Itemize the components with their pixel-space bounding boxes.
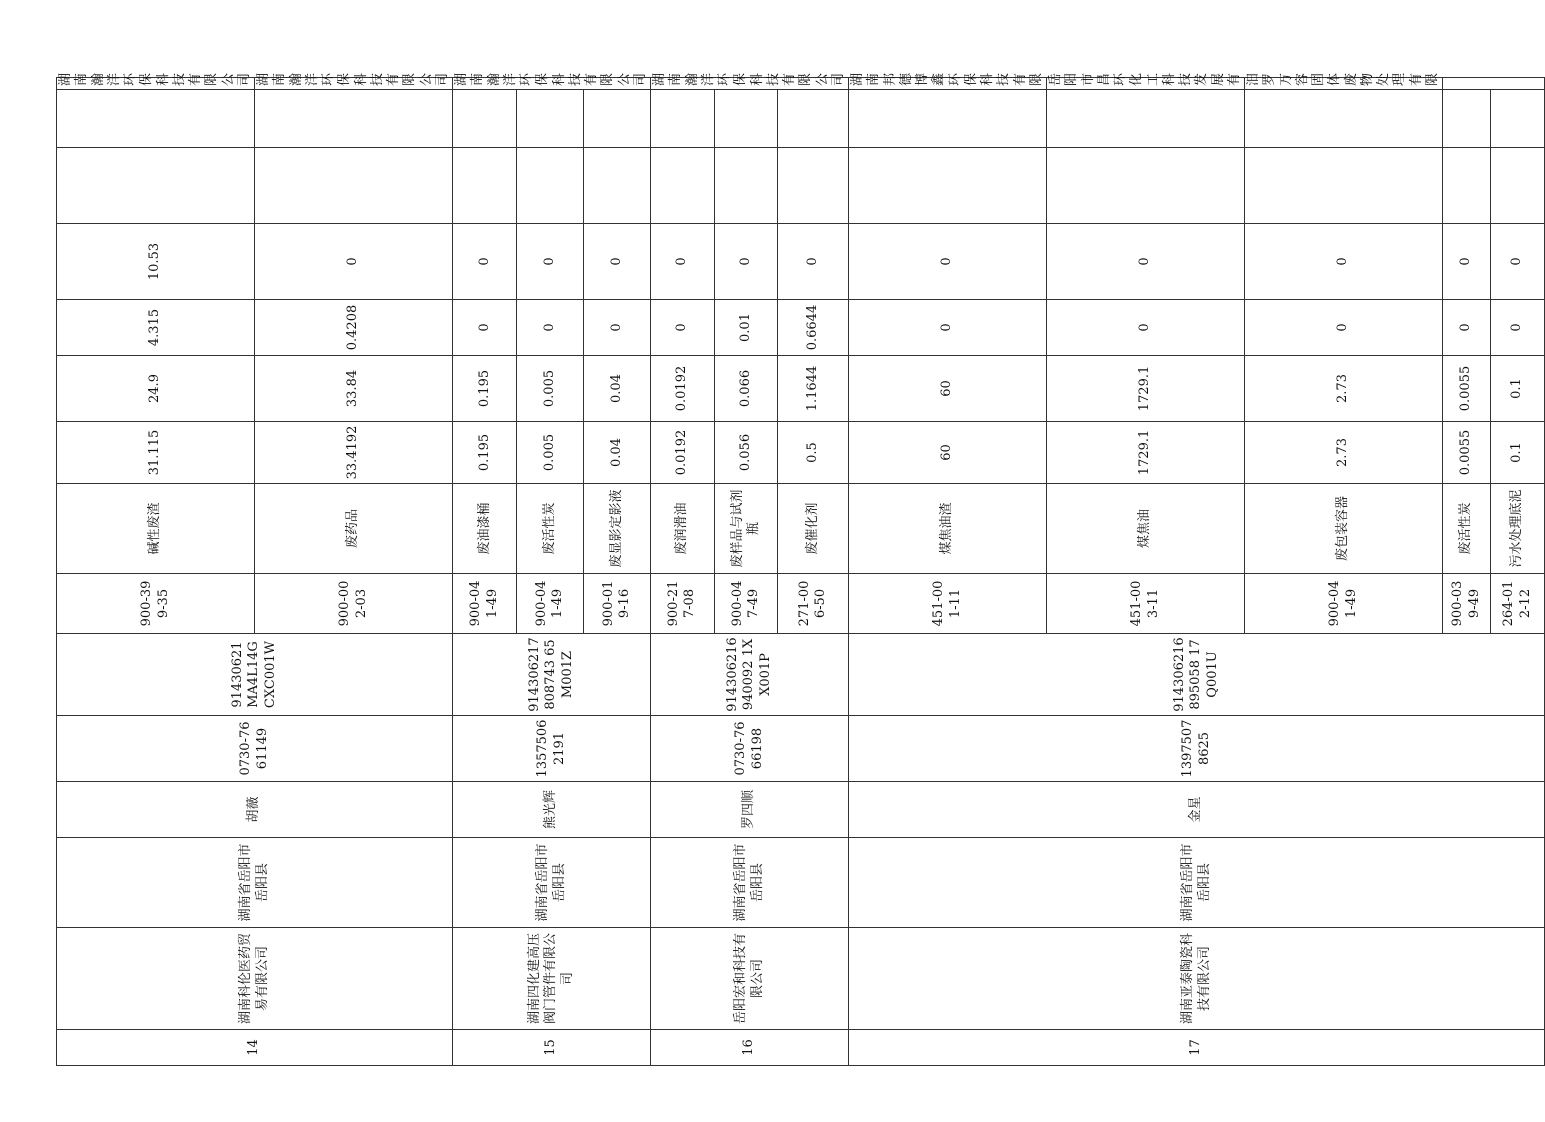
empty-cell bbox=[778, 90, 849, 148]
contact-person: 罗四顺 bbox=[651, 782, 849, 838]
stored-amount: 0 bbox=[1491, 300, 1545, 356]
waste-name: 废包装容器 bbox=[1245, 484, 1443, 574]
waste-code: 271-006-50 bbox=[778, 574, 849, 634]
empty-cell bbox=[714, 148, 778, 224]
receiver-company: 岳阳市昌环化工科技发展有 bbox=[1047, 78, 1245, 90]
credit-code: 91430621MA4L14GCXC001W bbox=[57, 634, 453, 716]
company-address: 湖南省岳阳市岳阳县 bbox=[57, 838, 453, 928]
produced-amount: 0.0192 bbox=[651, 422, 715, 484]
previous-amount: 0 bbox=[584, 224, 651, 300]
waste-code: 900-039-49 bbox=[1443, 574, 1491, 634]
empty-cell bbox=[1245, 148, 1443, 224]
hazardous-waste-table bbox=[56, 72, 1545, 1066]
produced-amount: 1729.1 bbox=[1047, 422, 1245, 484]
credit-code: 914306216940092 1XX001P bbox=[651, 634, 849, 716]
waste-code: 451-001-11 bbox=[849, 574, 1047, 634]
transferred-amount: 0.195 bbox=[453, 356, 517, 422]
row-number: 17 bbox=[849, 1030, 1545, 1066]
produced-amount: 0.195 bbox=[453, 422, 517, 484]
empty-cell bbox=[651, 90, 715, 148]
waste-code: 900-041-49 bbox=[1245, 574, 1443, 634]
receiver-company: 湖南瀚洋环保科技有限公司 bbox=[453, 78, 651, 90]
phone-number: 0730-7661149 bbox=[57, 716, 453, 782]
company-address: 湖南省岳阳市岳阳县 bbox=[849, 838, 1545, 928]
waste-name: 废活性炭 bbox=[1443, 484, 1491, 574]
empty-cell bbox=[1491, 148, 1545, 224]
waste-name: 煤焦油 bbox=[1047, 484, 1245, 574]
transferred-amount: 60 bbox=[849, 356, 1047, 422]
empty-cell bbox=[1245, 90, 1443, 148]
company-name: 岳阳宏和科技有限公司 bbox=[651, 928, 849, 1030]
transferred-amount: 0.005 bbox=[517, 356, 584, 422]
contact-person: 胡薇 bbox=[57, 782, 453, 838]
company-address: 湖南省岳阳市岳阳县 bbox=[651, 838, 849, 928]
empty-cell bbox=[584, 148, 651, 224]
produced-amount: 0.04 bbox=[584, 422, 651, 484]
receiver-company: 湖南瀚洋环保科技有限公司 bbox=[651, 78, 849, 90]
empty-cell bbox=[453, 148, 517, 224]
produced-amount: 0.0055 bbox=[1443, 422, 1491, 484]
waste-code: 900-047-49 bbox=[714, 574, 778, 634]
produced-amount: 33.4192 bbox=[255, 422, 453, 484]
stored-amount: 0.01 bbox=[714, 300, 778, 356]
produced-amount: 31.115 bbox=[57, 422, 255, 484]
table-row bbox=[651, 78, 715, 1066]
empty-cell bbox=[651, 148, 715, 224]
waste-name: 废显影定影液 bbox=[584, 484, 651, 574]
produced-amount: 0.5 bbox=[778, 422, 849, 484]
empty-cell bbox=[584, 90, 651, 148]
row-number: 14 bbox=[57, 1030, 453, 1066]
previous-amount: 0 bbox=[1245, 224, 1443, 300]
stored-amount: 0 bbox=[584, 300, 651, 356]
stored-amount: 0 bbox=[1245, 300, 1443, 356]
stored-amount: 0 bbox=[517, 300, 584, 356]
stored-amount: 0 bbox=[651, 300, 715, 356]
empty-cell bbox=[849, 148, 1047, 224]
produced-amount: 0.005 bbox=[517, 422, 584, 484]
table-row bbox=[57, 78, 255, 1066]
stored-amount: 0 bbox=[1047, 300, 1245, 356]
waste-code: 900-019-16 bbox=[584, 574, 651, 634]
transferred-amount: 1729.1 bbox=[1047, 356, 1245, 422]
transferred-amount: 0.04 bbox=[584, 356, 651, 422]
produced-amount: 2.73 bbox=[1245, 422, 1443, 484]
previous-amount: 0 bbox=[714, 224, 778, 300]
transferred-amount: 33.84 bbox=[255, 356, 453, 422]
rotated-table-wrapper bbox=[56, 72, 1533, 1066]
waste-name: 废催化剂 bbox=[778, 484, 849, 574]
empty-cell bbox=[714, 90, 778, 148]
empty-cell bbox=[255, 90, 453, 148]
transferred-amount: 0.0192 bbox=[651, 356, 715, 422]
previous-amount: 0 bbox=[651, 224, 715, 300]
contact-person: 熊光辉 bbox=[453, 782, 651, 838]
credit-code: 914306216895058 17Q001U bbox=[849, 634, 1545, 716]
waste-name: 煤焦油渣 bbox=[849, 484, 1047, 574]
empty-cell bbox=[57, 148, 255, 224]
receiver-company: 湖南瀚洋环保科技有限公司 bbox=[57, 78, 255, 90]
produced-amount: 0.1 bbox=[1491, 422, 1545, 484]
empty-cell bbox=[778, 148, 849, 224]
waste-code: 451-003-11 bbox=[1047, 574, 1245, 634]
empty-cell bbox=[57, 90, 255, 148]
produced-amount: 60 bbox=[849, 422, 1047, 484]
empty-cell bbox=[1443, 148, 1491, 224]
stored-amount: 4.315 bbox=[57, 300, 255, 356]
transferred-amount: 2.73 bbox=[1245, 356, 1443, 422]
waste-name: 废活性炭 bbox=[517, 484, 584, 574]
phone-number: 13975078625 bbox=[849, 716, 1545, 782]
stored-amount: 0 bbox=[849, 300, 1047, 356]
waste-code: 900-002-03 bbox=[255, 574, 453, 634]
empty-cell bbox=[1491, 90, 1545, 148]
receiver-company: 汨罗万容固体废物处理有限 bbox=[1245, 78, 1443, 90]
transferred-amount: 0.0055 bbox=[1443, 356, 1491, 422]
company-name: 湖南亚泰陶瓷科技有限公司 bbox=[849, 928, 1545, 1030]
transferred-amount: 24.9 bbox=[57, 356, 255, 422]
empty-cell bbox=[517, 90, 584, 148]
empty-cell bbox=[1443, 78, 1545, 90]
credit-code: 914306217808743 65M001Z bbox=[453, 634, 651, 716]
receiver-company: 湖南瀚洋环保科技有限公司 bbox=[255, 78, 453, 90]
waste-name: 污水处理底泥 bbox=[1491, 484, 1545, 574]
empty-cell bbox=[1047, 148, 1245, 224]
empty-cell bbox=[849, 90, 1047, 148]
waste-code: 900-217-08 bbox=[651, 574, 715, 634]
waste-name: 废样品与试剂瓶 bbox=[714, 484, 778, 574]
phone-number: 0730-7666198 bbox=[651, 716, 849, 782]
waste-code: 900-399-35 bbox=[57, 574, 255, 634]
previous-amount: 10.53 bbox=[57, 224, 255, 300]
empty-cell bbox=[255, 148, 453, 224]
row-number: 15 bbox=[453, 1030, 651, 1066]
previous-amount: 0 bbox=[453, 224, 517, 300]
stored-amount: 0 bbox=[453, 300, 517, 356]
previous-amount: 0 bbox=[1491, 224, 1545, 300]
previous-amount: 0 bbox=[1047, 224, 1245, 300]
transferred-amount: 0.1 bbox=[1491, 356, 1545, 422]
waste-code: 900-041-49 bbox=[453, 574, 517, 634]
table-row bbox=[849, 78, 1047, 1066]
waste-name: 废油漆桶 bbox=[453, 484, 517, 574]
produced-amount: 0.056 bbox=[714, 422, 778, 484]
empty-cell bbox=[517, 148, 584, 224]
previous-amount: 0 bbox=[849, 224, 1047, 300]
stored-amount: 0 bbox=[1443, 300, 1491, 356]
previous-amount: 0 bbox=[1443, 224, 1491, 300]
company-name: 湖南四化建高压阀门管件有限公司 bbox=[453, 928, 651, 1030]
company-name: 湖南科伦医药贸易有限公司 bbox=[57, 928, 453, 1030]
stored-amount: 0.6644 bbox=[778, 300, 849, 356]
table-row bbox=[453, 78, 517, 1066]
transferred-amount: 0.066 bbox=[714, 356, 778, 422]
stored-amount: 0.4208 bbox=[255, 300, 453, 356]
phone-number: 13575062191 bbox=[453, 716, 651, 782]
empty-cell bbox=[453, 90, 517, 148]
waste-name: 废药品 bbox=[255, 484, 453, 574]
row-number: 16 bbox=[651, 1030, 849, 1066]
previous-amount: 0 bbox=[517, 224, 584, 300]
previous-amount: 0 bbox=[255, 224, 453, 300]
contact-person: 金星 bbox=[849, 782, 1545, 838]
empty-cell bbox=[1047, 90, 1245, 148]
waste-code: 900-041-49 bbox=[517, 574, 584, 634]
empty-cell bbox=[1443, 90, 1491, 148]
waste-name: 废润滑油 bbox=[651, 484, 715, 574]
waste-name: 碱性废渣 bbox=[57, 484, 255, 574]
waste-code: 264-012-12 bbox=[1491, 574, 1545, 634]
receiver-company: 湖南邦德博鑫环保科技有限 bbox=[849, 78, 1047, 90]
transferred-amount: 1.1644 bbox=[778, 356, 849, 422]
previous-amount: 0 bbox=[778, 224, 849, 300]
company-address: 湖南省岳阳市岳阳县 bbox=[453, 838, 651, 928]
